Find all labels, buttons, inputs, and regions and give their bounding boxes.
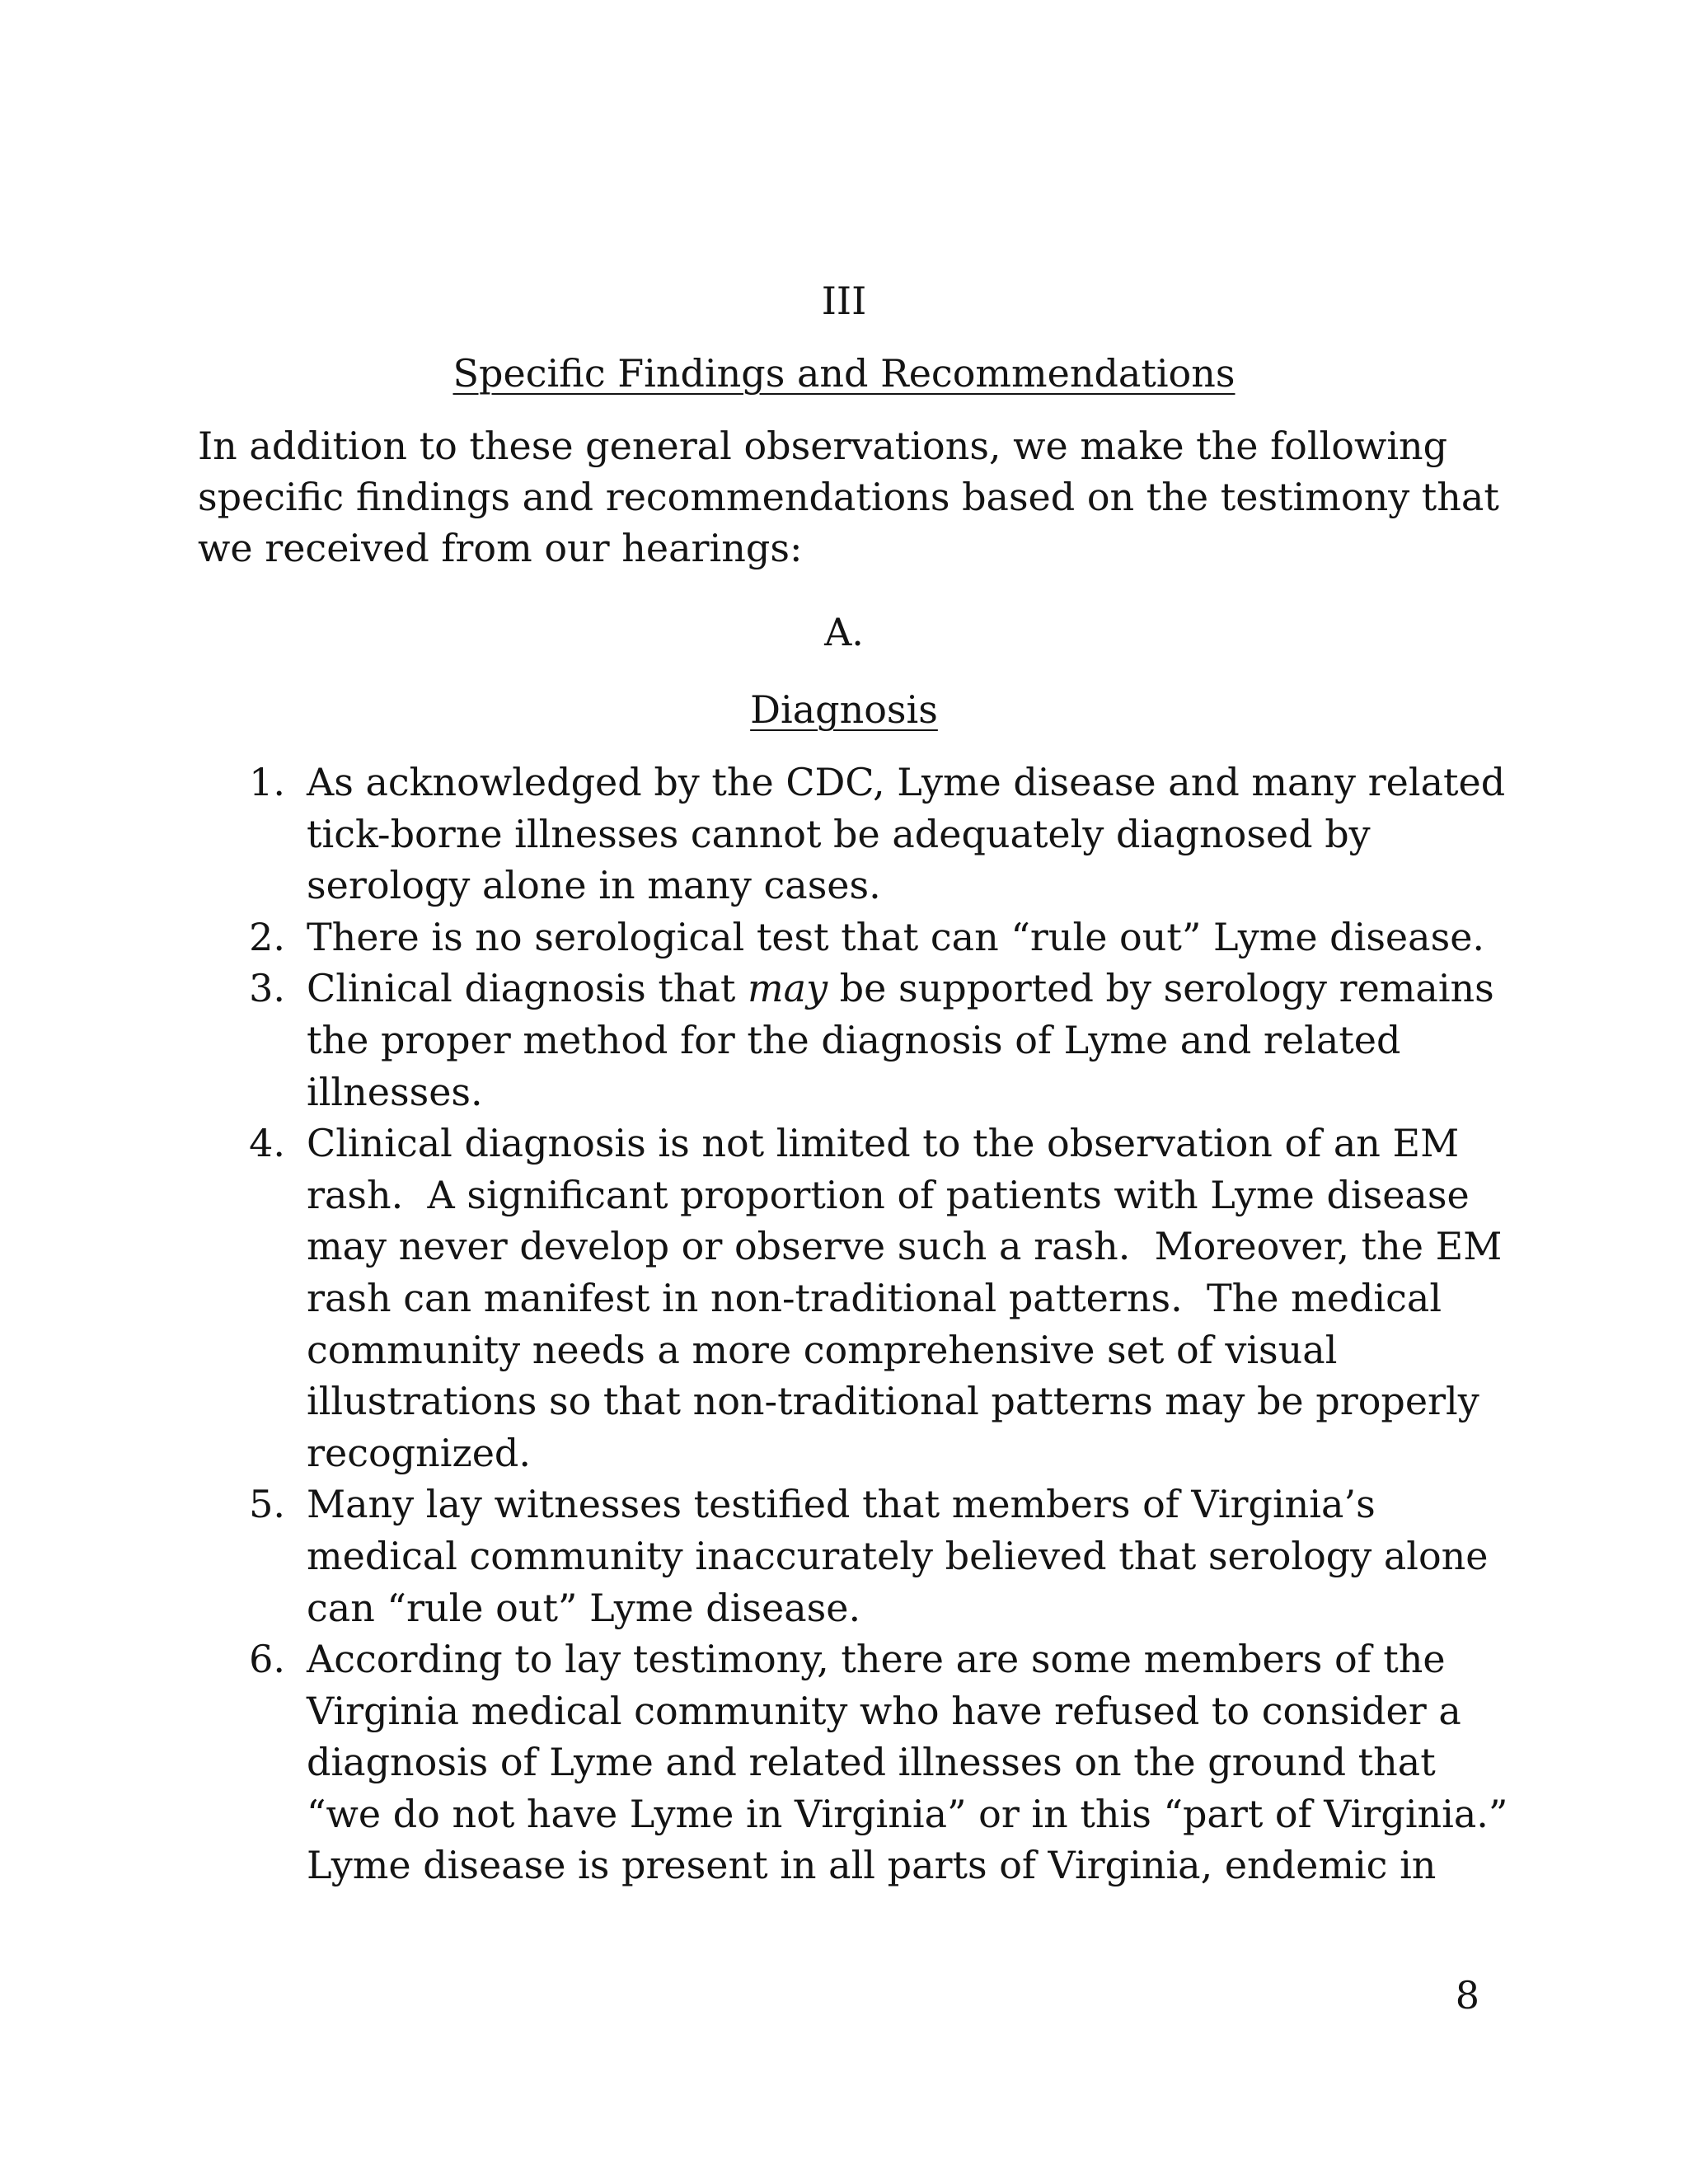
item-text: [307, 757, 1688, 912]
list-item: [0, 1479, 1688, 1633]
item-number: 6.: [249, 1637, 285, 1682]
item-line: tick-borne illnesses cannot be adequately diagnosed by: [307, 811, 1371, 856]
item-line: medical community inaccurately believed that serology alone: [307, 1533, 1489, 1578]
section-title: Specific Findings and Recommendations: [452, 351, 1236, 396]
item-line: Virginia medical community who have refused to consider a: [307, 1688, 1461, 1733]
item-line: may never develop or observe such a rash. Moreover, the EM: [307, 1224, 1503, 1269]
item-line: [307, 963, 1688, 1015]
item-line: Lyme disease is present in all parts of Virginia, endemic in: [307, 1843, 1437, 1888]
item-line: “we do not have Lyme in Virginia” or in this “part of Virginia.”: [307, 1791, 1508, 1836]
item-text: [307, 963, 1688, 1118]
item-line: recognized.: [307, 1430, 531, 1475]
page-number: 8: [1455, 1973, 1479, 2018]
subsection-label: A.: [824, 610, 864, 654]
item-number: 1.: [249, 760, 285, 804]
list-item: [0, 912, 1688, 963]
list-item: [0, 757, 1688, 912]
findings-list: [0, 757, 1688, 1891]
list-item: [0, 1633, 1688, 1891]
item-line: According to lay testimony, there are some members of the: [307, 1637, 1446, 1682]
item-line: the proper method for the diagnosis of Lyme and related: [307, 1017, 1401, 1062]
item-line: Clinical diagnosis is not limited to the observation of an EM: [307, 1121, 1460, 1166]
item-line: rash. A significant proportion of patients with Lyme disease: [307, 1172, 1470, 1217]
emphasis-text: may: [748, 966, 828, 1011]
item-text: [307, 1479, 1688, 1633]
intro-line: specific findings and recommendations based on the testimony that: [198, 475, 1499, 519]
intro-line: In addition to these general observations, we make the following: [198, 424, 1448, 468]
item-line: As acknowledged by the CDC, Lyme disease and many related: [307, 760, 1506, 804]
item-number: 2.: [249, 914, 285, 959]
section-numeral: III: [821, 279, 867, 323]
item-line: can “rule out” Lyme disease.: [307, 1585, 861, 1630]
item-text: [307, 1633, 1688, 1891]
list-item: [0, 1118, 1688, 1479]
item-line-segment: be supported by serology remains: [828, 966, 1494, 1011]
item-line: community needs a more comprehensive set of visual: [307, 1327, 1338, 1372]
item-line: rash can manifest in non-traditional patterns. The medical: [307, 1275, 1442, 1320]
list-item: [0, 963, 1688, 1118]
item-line: Many lay witnesses testified that members of Virginia’s: [307, 1482, 1376, 1527]
item-text: [307, 1118, 1688, 1479]
subsection-title: Diagnosis: [750, 687, 938, 732]
item-line: illustrations so that non-traditional patterns may be properly: [307, 1379, 1479, 1424]
item-line-segment: Clinical diagnosis that: [307, 966, 748, 1011]
item-line: diagnosis of Lyme and related illnesses on the ground that: [307, 1740, 1436, 1785]
intro-line: we received from our hearings:: [198, 526, 803, 570]
intro-paragraph: [198, 420, 1566, 574]
item-line: serology alone in many cases.: [307, 863, 881, 908]
item-line: illnesses.: [307, 1069, 483, 1114]
item-number: 5.: [249, 1482, 285, 1527]
item-line: There is no serological test that can “rule out” Lyme disease.: [307, 914, 1485, 959]
item-number: 3.: [249, 966, 285, 1011]
item-text: [307, 912, 1688, 963]
item-number: 4.: [249, 1121, 285, 1166]
